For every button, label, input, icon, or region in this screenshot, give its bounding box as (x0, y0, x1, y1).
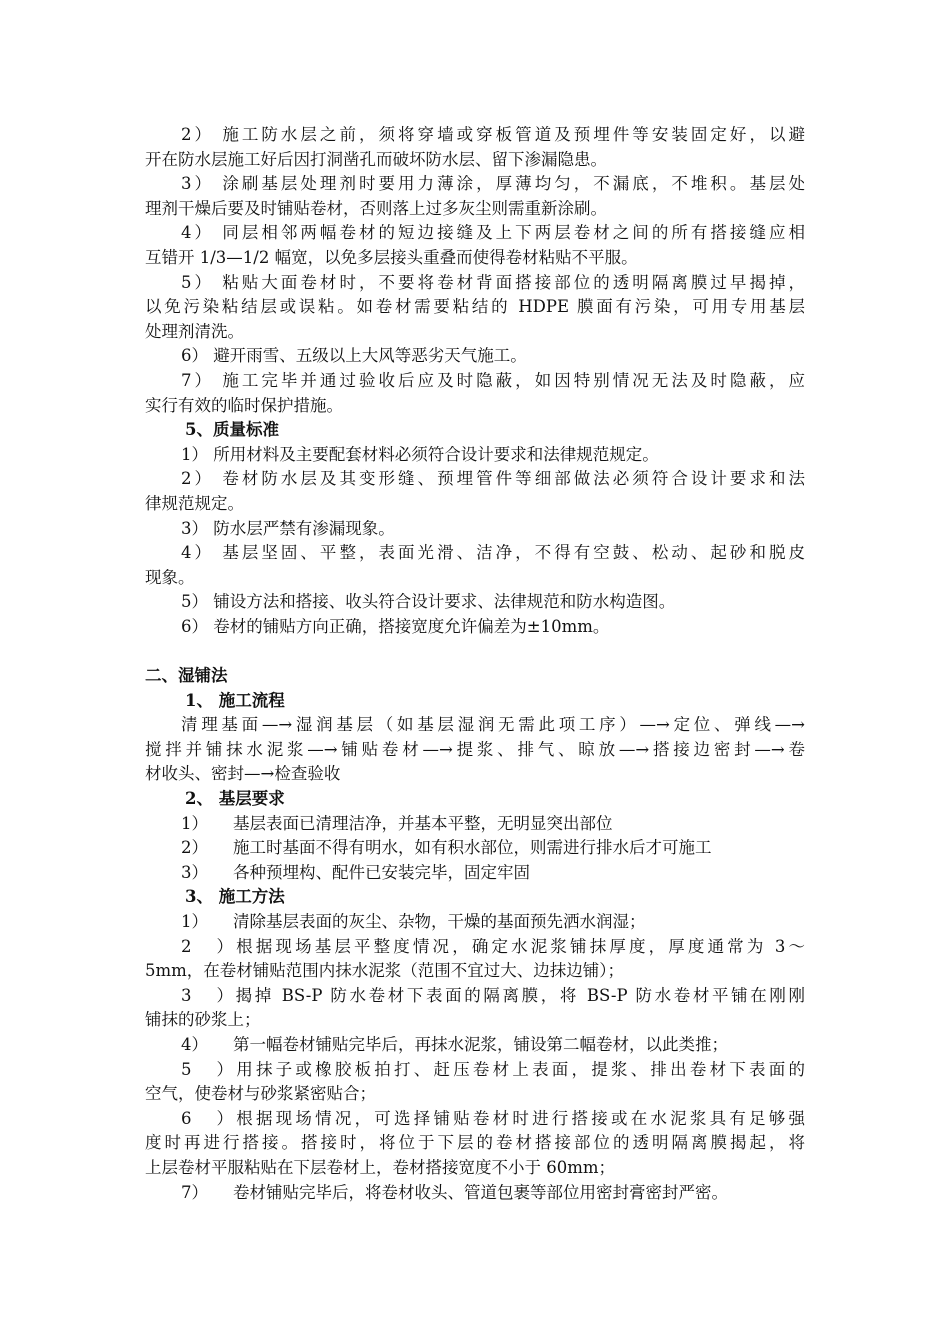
numbered-item (145, 861, 805, 886)
item-number: 7） (181, 1182, 208, 1202)
section-heading: 二、湿铺法 (145, 666, 228, 686)
numbered-item (145, 1181, 805, 1206)
numbered-item (145, 1033, 805, 1058)
paragraph-line: 5mm，在卷材铺贴范围内抹水泥浆（范围不宜过大、边抹边铺）； (145, 961, 625, 981)
paragraph-line: 互错开 1/3—1/2 幅宽，以免多层接头重叠而使得卷材粘贴不平服。 (145, 247, 638, 267)
paragraph-line: 1） 所用材料及主要配套材料必须符合设计要求和法律规范规定。 (181, 444, 659, 464)
item-number: 1） (181, 912, 208, 931)
paragraph-line: 6） 避开雨雪、五级以上大风等恶劣天气施工。 (181, 346, 527, 366)
blank-line (145, 639, 805, 664)
paragraph-line: 4） 基层坚固、平整，表面光滑、洁净，不得有空鼓、松动、起砂和脱皮 (181, 543, 805, 563)
document-body (145, 123, 805, 1205)
subsection-heading: 3、 施工方法 (185, 887, 285, 907)
paragraph-line: 材收头、密封—→检查验收 (145, 764, 341, 784)
item-text: 清除基层表面的灰尘、杂物，干燥的基面预先洒水润湿； (233, 912, 646, 931)
item-text: 卷材铺贴完毕后，将卷材收头、管道包裹等部位用密封膏密封严密。 (233, 1182, 728, 1202)
item-number: 4） (181, 1034, 208, 1054)
paragraph-line: 6） 卷材的铺贴方向正确，搭接宽度允许偏差为±10mm。 (181, 616, 610, 636)
numbered-item (145, 935, 805, 960)
paragraph-line: 5） 粘贴大面卷材时，不要将卷材背面搭接部位的透明隔离膜过早揭掉， (181, 272, 805, 292)
subsection-heading: 2、 基层要求 (185, 789, 285, 809)
item-number: 2） (181, 936, 233, 956)
paragraph-line: 2） 施工防水层之前，须将穿墙或穿板管道及预埋件等安装固定好，以避 (181, 125, 805, 144)
numbered-item (145, 1058, 805, 1083)
numbered-item (145, 836, 805, 861)
paragraph-line: 空气，使卷材与砂浆紧密贴合； (145, 1084, 376, 1104)
subsection-heading: 5、质量标准 (185, 420, 279, 440)
paragraph-line: 4） 同层相邻两幅卷材的短边接缝及上下两层卷材之间的所有搭接缝应相 (181, 223, 805, 243)
item-text: 根据现场基层平整度情况，确定水泥浆铺抹厚度，厚度通常为 3～ (233, 936, 805, 956)
numbered-item (145, 1107, 805, 1132)
item-number: 3） (181, 862, 208, 882)
paragraph-line: 度时再进行搭接。搭接时，将位于下层的卷材搭接部位的透明隔离膜揭起，将 (145, 1133, 805, 1153)
paragraph-line: 7） 施工完毕并通过验收后应及时隐蔽，如因特别情况无法及时隐蔽，应 (181, 370, 805, 390)
numbered-item (145, 910, 805, 935)
paragraph-line: 律规范规定。 (145, 493, 244, 513)
paragraph-line: 2） 卷材防水层及其变形缝、预埋管件等细部做法必须符合设计要求和法 (181, 469, 805, 489)
paragraph-line: 开在防水层施工好后因打洞凿孔而破坏防水层、留下渗漏隐患。 (145, 149, 607, 169)
item-text: 第一幅卷材铺贴完毕后，再抹水泥浆，铺设第二幅卷材，以此类推； (233, 1034, 728, 1054)
paragraph-line: 实行有效的临时保护措施。 (145, 395, 343, 415)
paragraph-line: 上层卷材平服粘贴在下层卷材上，卷材搭接宽度不小于 60mm； (145, 1157, 616, 1177)
item-text: 施工时基面不得有明水，如有积水部位，则需进行排水后才可施工 (233, 838, 712, 858)
item-number: 1） (181, 813, 208, 833)
item-number: 2） (181, 838, 208, 858)
item-number: 6） (181, 1108, 233, 1128)
item-text: 根据现场情况，可选择铺贴卷材时进行搭接或在水泥浆具有足够强 (233, 1108, 805, 1128)
item-text: 基层表面已清理洁净，并基本平整，无明显突出部位 (233, 813, 613, 833)
numbered-item (145, 812, 805, 837)
paragraph-line: 3） 防水层严禁有渗漏现象。 (181, 518, 395, 538)
item-text: 揭掉 BS-P 防水卷材下表面的隔离膜，将 BS-P 防水卷材平铺在刚刚 (233, 985, 805, 1005)
item-number: 3） (181, 985, 233, 1005)
item-number: 5） (181, 1059, 233, 1079)
item-text: 用抹子或橡胶板拍打、赶压卷材上表面，提浆、排出卷材下表面的 (233, 1059, 805, 1079)
paragraph-line: 以免污染粘结层或误粘。如卷材需要粘结的 HDPE 膜面有污染，可用专用基层 (145, 297, 805, 317)
paragraph-line: 铺抹的砂浆上； (145, 1010, 261, 1030)
subsection-heading: 1、 施工流程 (185, 690, 285, 710)
numbered-item (145, 984, 805, 1009)
paragraph-line: 处理剂清洗。 (145, 321, 244, 341)
paragraph-line: 5） 铺设方法和搭接、收头符合设计要求、法律规范和防水构造图。 (181, 592, 676, 612)
item-text: 各种预埋构、配件已安装完毕，固定牢固 (233, 862, 530, 882)
paragraph-line: 搅拌并铺抹水泥浆—→铺贴卷材—→提浆、排气、晾放—→搭接边密封—→卷 (145, 739, 805, 759)
paragraph-line: 理剂干燥后要及时铺贴卷材，否则落上过多灰尘则需重新涂刷。 (145, 198, 607, 218)
paragraph-line: 现象。 (145, 567, 195, 587)
paragraph-line: 3） 涂刷基层处理剂时要用力薄涂，厚薄均匀，不漏底，不堆积。基层处 (181, 174, 805, 194)
paragraph-line: 清理基面—→湿润基层（如基层湿润无需此项工序）—→定位、弹线—→ (181, 715, 805, 735)
